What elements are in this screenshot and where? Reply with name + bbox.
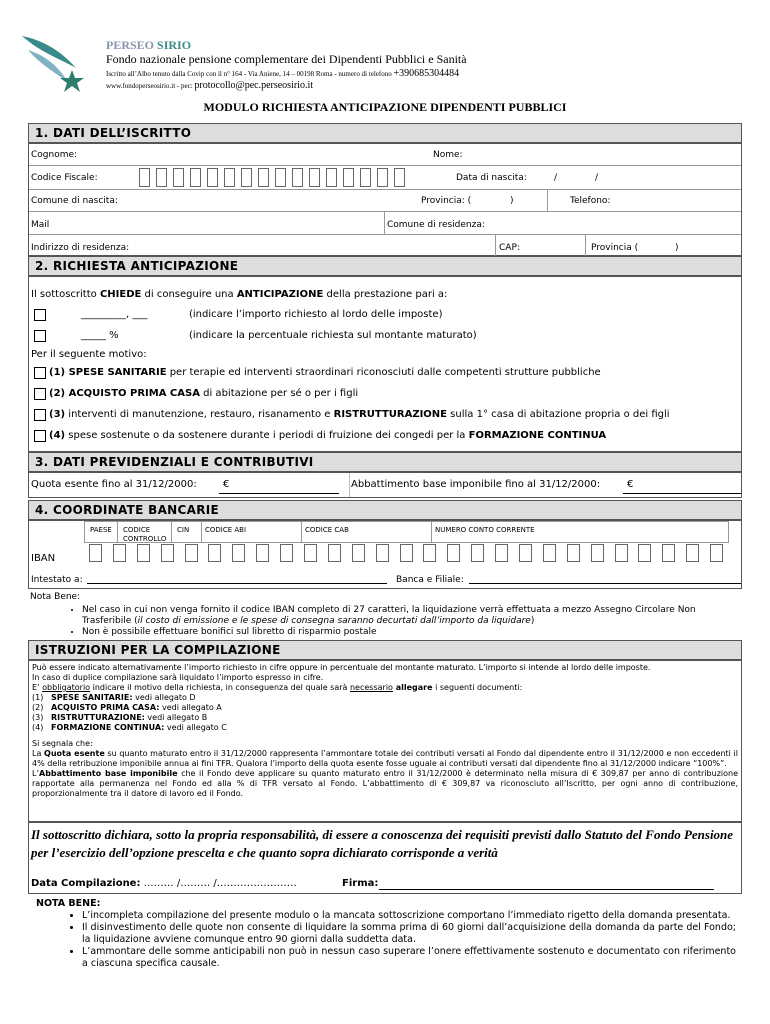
codice-fiscale-cell[interactable]: [360, 168, 371, 187]
iban-cell[interactable]: [591, 544, 604, 562]
section-3-header: 3. DATI PREVIDENZIALI E CONTRIBUTIVI: [28, 452, 742, 472]
iban-cell[interactable]: [567, 544, 580, 562]
iban-cell[interactable]: [423, 544, 436, 562]
intestato-label: Intestato a:: [31, 575, 83, 585]
iban-cell[interactable]: [710, 544, 723, 562]
section-2-header: 2. RICHIESTA ANTICIPAZIONE: [28, 256, 742, 276]
motivo-4-label: (4) spese sostenute o da sostenere durante i periodi di fruizione dei congedi per la FORMAZIONE CONTINUA: [49, 430, 607, 441]
motivo-1-label: (1) SPESE SANITARIE per terapie ed interventi straordinari riconosciuti dalle competenti strutture pubbliche: [49, 367, 601, 378]
iban-cell[interactable]: [89, 544, 102, 562]
logo: [18, 30, 92, 100]
iban-cell[interactable]: [447, 544, 460, 562]
section-1-header: 1. DATI DELL’ISCRITTO: [28, 123, 742, 143]
phone-number: +390685304484: [393, 68, 460, 79]
iban-cell[interactable]: [495, 544, 508, 562]
indirizzo-label: Indirizzo di residenza:: [31, 243, 130, 253]
nota-finale-item: • L’incompleta compilazione del presente modulo o la mancata sottoscrizione comportano l’immediato rigetto della domanda presentata.: [82, 910, 736, 922]
codice-fiscale-cell[interactable]: [224, 168, 235, 187]
abbattimento-field[interactable]: [623, 493, 741, 494]
data-compilazione-field[interactable]: ……… /……… /……………………: [143, 878, 297, 889]
iban-cell[interactable]: [304, 544, 317, 562]
brand-sirio: SIRIO: [157, 38, 192, 52]
fund-web-line: www.fondoperseosirio.it - pec: protocollo@pec.perseosirio.it: [106, 80, 314, 91]
fund-info-line: Iscritto all’Albo tenuto dalla Covip con il n° 164 - Via Aniene, 14 – 00198 Roma - numero di telefono +390685304484: [106, 68, 460, 79]
pec-address: protocollo@pec.perseosirio.it: [194, 80, 314, 91]
cognome-label: Cognome:: [31, 150, 78, 160]
section-3-body: Quota esente fino al 31/12/2000: € Abbattimento base imponibile fino al 31/12/2000: €: [28, 472, 742, 498]
codice-fiscale-cell[interactable]: [326, 168, 337, 187]
comune-nascita-label: Comune di nascita:: [31, 196, 118, 206]
richiesta-intro: Il sottoscritto CHIEDE di conseguire una ANTICIPAZIONE della prestazione pari a:: [31, 289, 448, 300]
section-2-body: [28, 276, 742, 452]
codice-fiscale-cell[interactable]: [241, 168, 252, 187]
provincia-label: Provincia: (: [421, 196, 472, 206]
dichiarazione-text: Il sottoscritto dichiara, sotto la propria responsabilità, di essere a conoscenza dei requisiti previsti dallo Statuto del Fondo Pensione per l’esercizio dell’opzione prescelta e che quanto sopra dichiarato corrisponde a verità: [31, 827, 734, 860]
data-nascita-label: Data di nascita:: [456, 173, 527, 183]
istruzioni-header: ISTRUZIONI PER LA COMPILAZIONE: [28, 640, 742, 660]
importo-field[interactable]: _________, ___: [81, 309, 148, 320]
codice-fiscale-cell[interactable]: [207, 168, 218, 187]
nota-finale-item: • L’ammontare delle somme anticipabili non può in nessun caso superare l’onere effettivamente sostenuto e documentato con riferimento a ciascuna specifica causale.: [82, 946, 736, 970]
codice-fiscale-cell[interactable]: [156, 168, 167, 187]
provincia-residenza-label: Provincia (: [591, 243, 639, 253]
iban-cell[interactable]: [400, 544, 413, 562]
telefono-label: Telefono:: [570, 196, 611, 206]
iban-cell[interactable]: [137, 544, 150, 562]
nome-label: Nome:: [433, 150, 463, 160]
firma-field[interactable]: [379, 889, 714, 890]
iban-cell[interactable]: [280, 544, 293, 562]
section-1-body: Cognome: Nome: Codice Fiscale: Data di nascita: / / Comune di nascita: Provincia: ( ) Telefono: Mail Comune di residenza: Indirizzo di residenza: CAP: Provincia ( ): [28, 143, 742, 256]
nota-bene-title: Nota Bene:: [30, 592, 81, 602]
motivo-2-checkbox[interactable]: [34, 388, 46, 400]
cap-label: CAP:: [499, 243, 520, 253]
codice-fiscale-cell[interactable]: [190, 168, 201, 187]
motivo-4-checkbox[interactable]: [34, 430, 46, 442]
brand-perseo: PERSEO: [106, 38, 155, 52]
nota-finale-title: NOTA BENE:: [36, 898, 101, 909]
nota-bene-item: • Non è possibile effettuare bonifici sul libretto di risparmio postale: [82, 627, 742, 638]
codice-fiscale-cell[interactable]: [394, 168, 405, 187]
comune-residenza-label: Comune di residenza:: [387, 220, 485, 230]
document-title: MODULO RICHIESTA ANTICIPAZIONE DIPENDENTI PUBBLICI: [203, 100, 567, 114]
importo-note: (indicare l’importo richiesto al lordo delle imposte): [189, 309, 443, 320]
nota-finale: [36, 898, 736, 970]
iban-cell[interactable]: [208, 544, 221, 562]
banca-field[interactable]: [469, 583, 741, 584]
star-logo-icon: [18, 30, 92, 100]
nota-bene: [30, 592, 742, 638]
section-4-body: [28, 520, 742, 589]
istruzioni-body: Può essere indicato alternativamente l’importo richiesto in cifre oppure in percentuale del montante maturato. L’importo si intende al lordo delle imposte. In caso di duplice compilazione sarà liquidato l’importo espresso in cifre. E’ obbligatorio indicare il motivo della richiesta, in conseguenza del quale sarà necessario allegare i seguenti documenti: (1) SPESE SANITARIE: vedi allegato D (2) ACQUISTO PRIMA CASA: vedi allegato A (3) RISTRUTTURAZIONE: vedi allegato B (4) FORMAZIONE CONTINUA: vedi allegato C Si segnala che: La Quota esente su quanto maturato entro il 31/12/2000 rappresenta l’ammontare totale dei contributi versati al Fondo dal dipendente entro il 31/12/2000 e non eccedenti il 4% della retribuzione imponibile annua ai fini TFR. Qualora l’importo della quota esente fosse uguale ai contributi versati dal dipendente fino al 31/12/2000 indicare “100%”. L’Abbattimento base imponibile che il Fondo deve applicare su quanto maturato entro il 31/12/2000 è determinato nella misura di € 309,87 per anno di contribuzione rapportate alla permanenza nel Fondo ed alla % di TFR versato al Fondo. L’abbattimento di € 309,87 va riconosciuto all’Iscritto, per ogni anno di contribuzione, proporzionalmente tra il datore di lavoro ed il Fondo.: [28, 660, 742, 822]
codice-fiscale-cell[interactable]: [139, 168, 150, 187]
nota-bene-item: • Nel caso in cui non venga fornito il codice IBAN completo di 27 caratteri, la liquidazione verrà effettuata a mezzo Assegno Circolare Non Trasferibile (il costo di emissione e le spese di consegna saranno decurtati dall’importo da liquidare): [82, 605, 742, 627]
iban-cell[interactable]: [662, 544, 675, 562]
iban-cell[interactable]: [352, 544, 365, 562]
motivo-2-label: (2) ACQUISTO PRIMA CASA di abitazione per sé o per i figli: [49, 388, 359, 399]
codice-fiscale-label: Codice Fiscale:: [31, 173, 98, 183]
iban-cell[interactable]: [376, 544, 389, 562]
banca-label: Banca e Filiale:: [396, 575, 464, 585]
fund-subtitle: Fondo nazionale pensione complementare dei Dipendenti Pubblici e Sanità: [106, 52, 467, 66]
codice-fiscale-field[interactable]: [139, 165, 411, 188]
iban-cell[interactable]: [638, 544, 651, 562]
iban-cell[interactable]: [543, 544, 556, 562]
mail-label: Mail: [31, 220, 50, 230]
iban-cell[interactable]: [328, 544, 341, 562]
intestato-field[interactable]: [87, 583, 387, 584]
codice-fiscale-cell[interactable]: [258, 168, 269, 187]
codice-fiscale-cell[interactable]: [275, 168, 286, 187]
motivo-3-label: (3) interventi di manutenzione, restauro, risanamento e RISTRUTTURAZIONE sulla 1° casa di abitazione propria o dei figli: [49, 409, 670, 420]
codice-fiscale-cell[interactable]: [292, 168, 303, 187]
importo-checkbox[interactable]: [34, 309, 46, 321]
nota-finale-item: • Il disinvestimento delle quote non consente di liquidare la somma prima di 60 giorni dall’acquisizione della domanda da parte del Fondo; la liquidazione avviene comunque entro 90 giorni dalla suddetta data.: [82, 922, 736, 946]
iban-cell[interactable]: [256, 544, 269, 562]
iban-cell[interactable]: [519, 544, 532, 562]
data-compilazione: Data Compilazione: ……… /……… /……………………: [31, 878, 297, 889]
motivo-label: Per il seguente motivo:: [31, 349, 147, 360]
iban-cell[interactable]: [161, 544, 174, 562]
iban-cell[interactable]: [232, 544, 245, 562]
abbattimento-label: Abbattimento base imponibile fino al 31/12/2000:: [351, 479, 601, 490]
motivo-3-checkbox[interactable]: [34, 409, 46, 421]
codice-fiscale-cell[interactable]: [309, 168, 320, 187]
iban-cell[interactable]: [185, 544, 198, 562]
dichiarazione-box: [28, 822, 742, 894]
iban-cell[interactable]: [113, 544, 126, 562]
quota-esente-field[interactable]: [219, 493, 339, 494]
codice-fiscale-cell[interactable]: [377, 168, 388, 187]
iban-label: IBAN: [31, 553, 56, 564]
percentuale-note: (indicare la percentuale richiesta sul montante maturato): [189, 330, 477, 341]
percentuale-checkbox[interactable]: [34, 330, 46, 342]
iban-cell[interactable]: [686, 544, 699, 562]
codice-fiscale-cell[interactable]: [173, 168, 184, 187]
section-4-header: 4. COORDINATE BANCARIE: [28, 500, 742, 520]
quota-esente-label: Quota esente fino al 31/12/2000:: [31, 479, 197, 490]
iban-cell[interactable]: [615, 544, 628, 562]
brand-name: [106, 38, 191, 53]
percentuale-field[interactable]: _____ %: [81, 330, 119, 341]
iban-header: PAESE CODICE CONTROLLO CIN CODICE ABI CODICE CAB NUMERO CONTO CORRENTE: [84, 521, 729, 543]
iban-field[interactable]: [84, 543, 729, 563]
codice-fiscale-cell[interactable]: [343, 168, 354, 187]
firma-label: Firma:: [342, 878, 379, 889]
motivo-1-checkbox[interactable]: [34, 367, 46, 379]
iban-cell[interactable]: [471, 544, 484, 562]
